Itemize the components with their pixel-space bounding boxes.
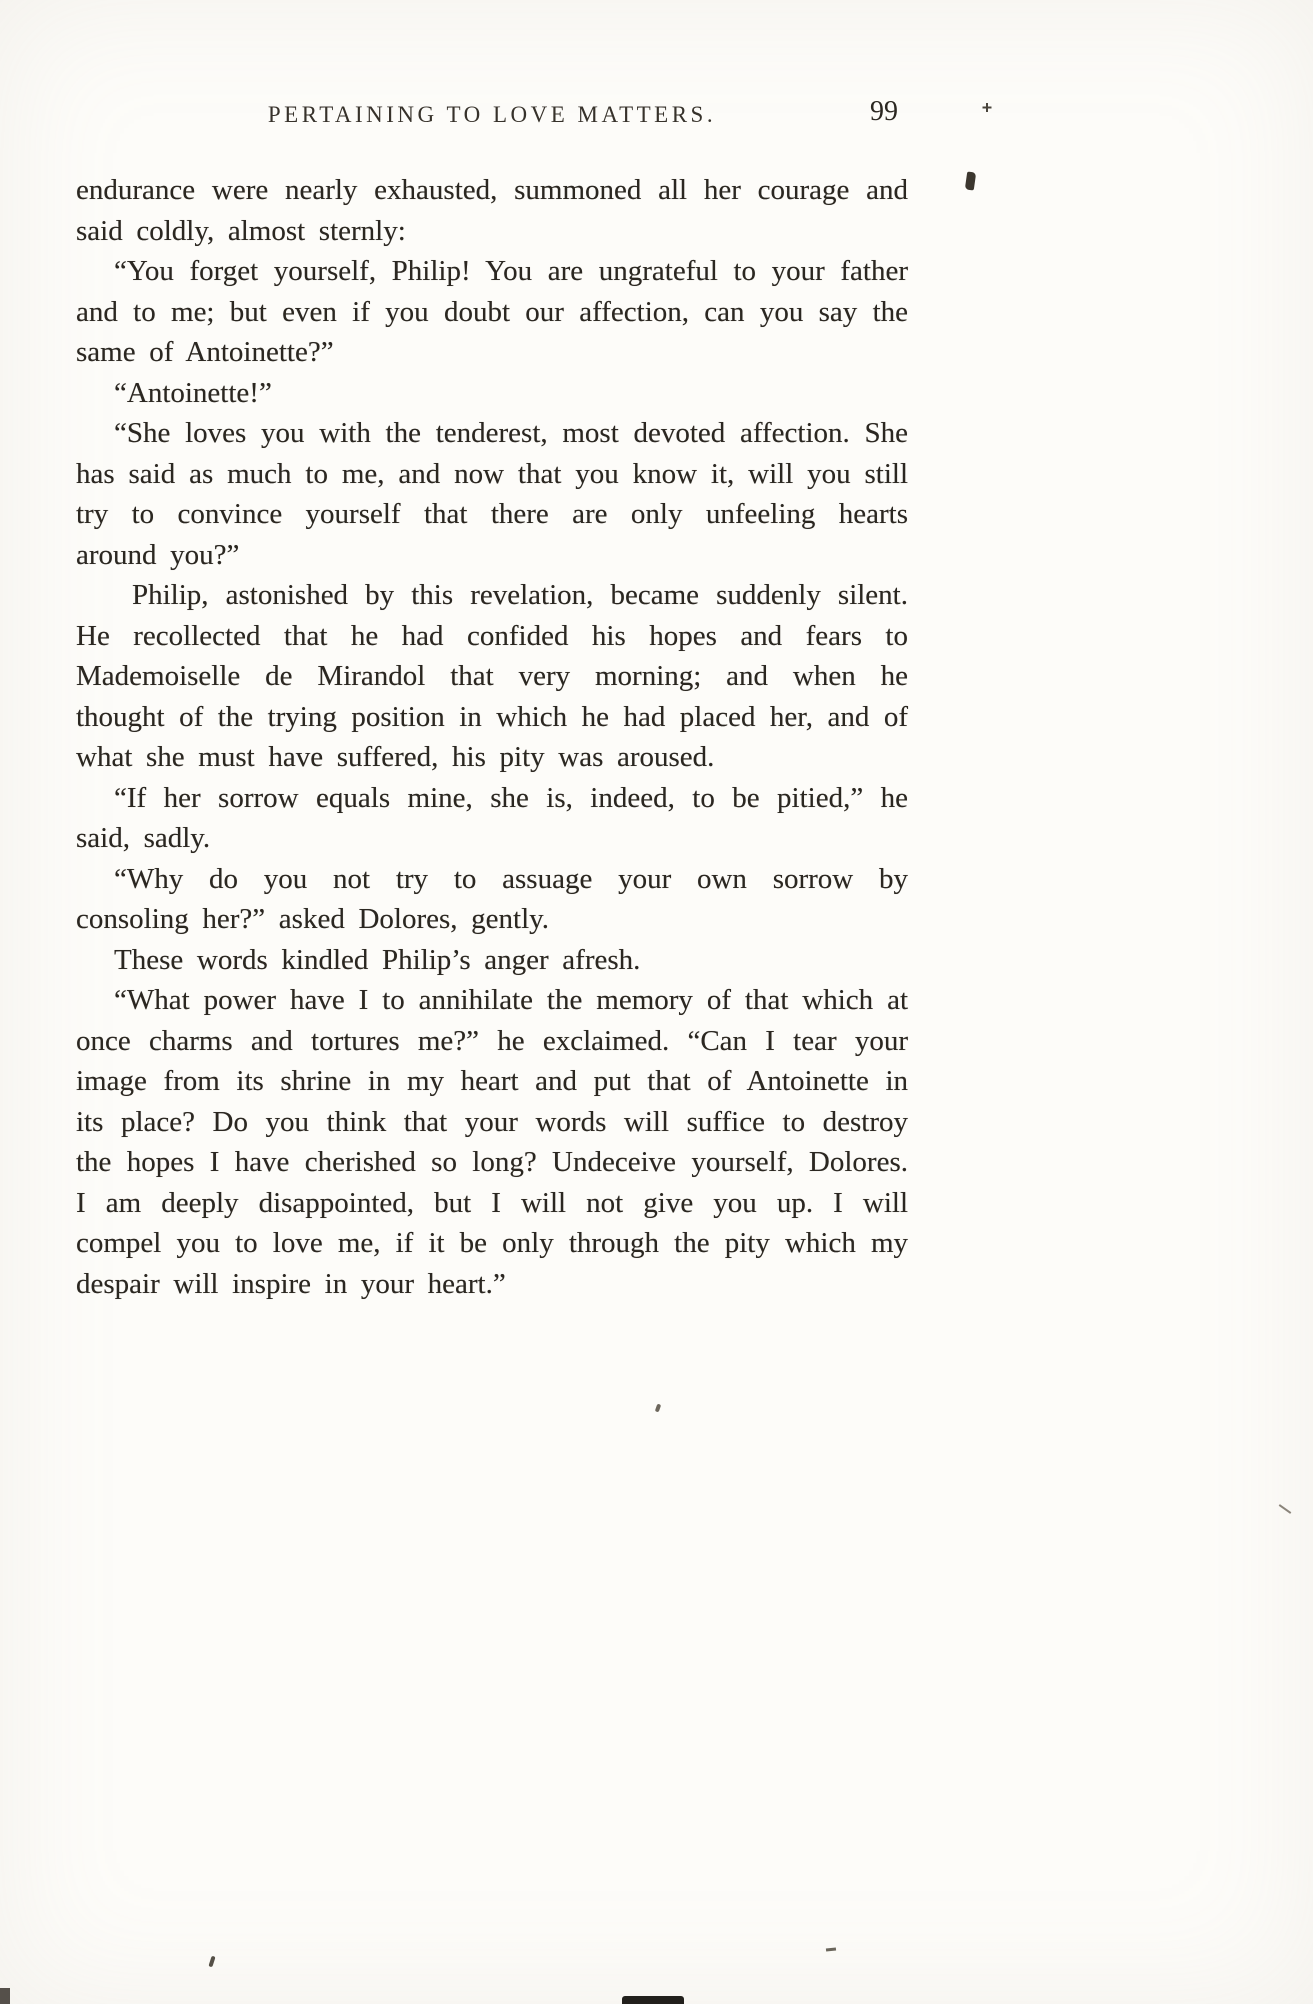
scan-edge-corner	[0, 1988, 10, 2004]
ink-speck-bottom-left	[208, 1956, 215, 1968]
running-header	[76, 96, 908, 158]
page-number: 99	[870, 96, 898, 127]
ink-speck-small	[655, 1404, 661, 1413]
ink-speck-bottom-mid	[826, 1947, 836, 1951]
ink-speck-margin	[965, 171, 976, 190]
page-content	[76, 96, 908, 1304]
ink-speck-star-icon	[982, 103, 991, 112]
scan-edge-mark	[1279, 1504, 1292, 1514]
paragraph: “You forget yourself, Philip! You are ungrateful to your father and to me; but even if you doubt our affection, can you say the same of Antoinette?”	[76, 255, 908, 368]
paragraph: endurance were nearly exhausted, summoned all her courage and said coldly, almost sternly:	[76, 174, 908, 247]
running-header-title: PERTAINING TO LOVE MATTERS.	[267, 102, 717, 127]
scan-edge-bottom	[622, 1996, 684, 2004]
paragraph: “Antoinette!”	[114, 376, 272, 409]
paragraph: “What power have I to annihilate the memory of that which at once charms and tortures me?” he exclaimed. “Can I tear your image from its shrine in my heart and put that of Antoinette in its place? Do you think that your words will suffice to destroy the hopes I have cherished so long? Undeceive yourself, Dolores. I am deeply disappointed, but I will not give you up. I will compel you to love me, if it be only through the pity which my despair will inspire in your heart.”	[76, 984, 908, 1300]
paragraph: Philip, astonished by this revelation, became suddenly silent. He recollected that he had confided his hopes and fears to Mademoiselle de Mirandol that very morning; and when he thought of the trying position in which he had placed her, and of what she must have suffered, his pity was aroused.	[76, 579, 908, 773]
paragraph: “Why do you not try to assuage your own sorrow by consoling her?” asked Dolores, gently.	[76, 862, 908, 935]
paragraph: “If her sorrow equals mine, she is, indeed, to be pitied,” he said, sadly.	[76, 781, 908, 854]
text-block	[76, 170, 908, 1304]
paragraph: “She loves you with the tenderest, most devoted affection. She has said as much to me, and now that you know it, will you still try to convince yourself that there are only unfeeling hearts around you?”	[76, 417, 908, 571]
paragraph: These words kindled Philip’s anger afresh.	[114, 943, 641, 976]
